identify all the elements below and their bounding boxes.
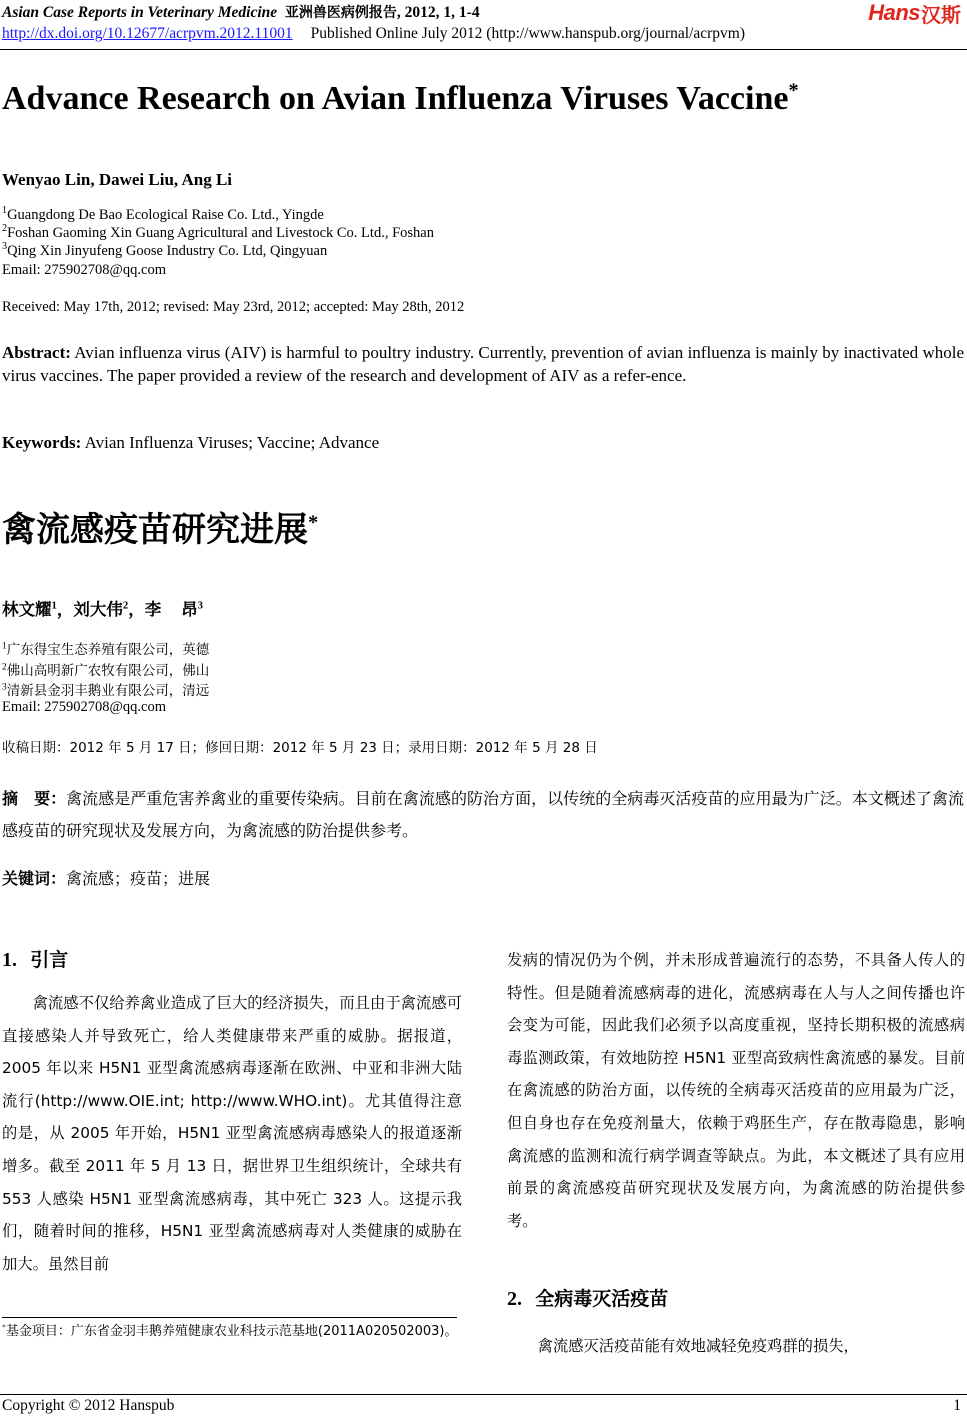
copyright: Copyright © 2012 Hanspub (2, 1397, 175, 1414)
keywords-en-text: Avian Influenza Viruses; Vaccine; Advance (84, 433, 380, 452)
footnote-mark: * (2, 1322, 6, 1332)
section-1-title: 引言 (30, 949, 69, 971)
abstract-en-text: Avian influenza virus (AIV) is harmful to poultry industry. Currently, prevention of avian influenza is mainly by inactivated whole virus vaccines. The paper provided a review of the research and development of AIV as a refer-ence. (2, 343, 965, 385)
title-cn-footnote-mark: * (308, 511, 319, 534)
section-2-title: 全病毒灭活疫苗 (535, 1288, 669, 1310)
footnote-text: 基金项目：广东省金羽丰鹅养殖健康农业科技示范基地(2011A020502003)。 (5, 1324, 458, 1339)
aff-num: 2 (2, 662, 7, 673)
published-online: Published Online July 2012 (http://www.hanspub.org/journal/acrpvm) (310, 25, 746, 42)
abstract-cn-label: 摘 要： (2, 789, 67, 808)
funding-footnote (2, 1321, 462, 1343)
section-1-number: 1. (2, 949, 17, 971)
keywords-cn-label: 关键词： (2, 869, 67, 888)
aff-text: 佛山高明新广农牧有限公司，佛山 (6, 663, 210, 679)
abstract-cn (2, 783, 964, 847)
abstract-en-label: Abstract: (2, 343, 71, 362)
journal-volume: , 2012, 1, 1-4 (396, 4, 480, 21)
author-cn-name: 林文耀 (2, 600, 52, 619)
affiliation-en-2 (2, 225, 434, 242)
author-cn-num: 2 (122, 599, 129, 612)
keywords-cn-text: 禽流感；疫苗；进展 (66, 869, 211, 888)
author-cn-sep: ， (128, 600, 145, 619)
dates-en: Received: May 17th, 2012; revised: May 23rd, 2012; accepted: May 28th, 2012 (2, 299, 465, 315)
author-cn-sep: ， (56, 600, 74, 619)
email-cn: Email: 275902708@qq.com (2, 699, 166, 715)
affiliation-en-1 (2, 207, 324, 224)
dates-cn: 收稿日期：2012 年 5 月 17 日；修回日期：2012 年 5 月 23 日；录用日期：2012 年 5 月 28 日 (2, 740, 598, 756)
author-cn-num: 3 (197, 599, 203, 612)
aff-num: 3 (2, 241, 8, 253)
aff-text: Qing Xin Jinyufeng Goose Industry Co. Ltd, Qingyuan (7, 243, 328, 259)
title-cn-text: 禽流感疫苗研究进展 (2, 510, 308, 550)
abstract-en (2, 341, 964, 387)
doi-link[interactable]: http://dx.doi.org/10.12677/acrpvm.2012.11001 (2, 25, 293, 42)
keywords-en (2, 433, 379, 453)
page-number: 1 (953, 1397, 961, 1414)
aff-text: 广东得宝生态养殖有限公司，英德 (6, 642, 210, 658)
aff-num: 2 (2, 223, 8, 235)
section-2-paragraph: 禽流感灭活疫苗能有效地减轻免疫鸡群的损失， (537, 1337, 859, 1355)
footer-rule (0, 1394, 967, 1395)
authors-cn (2, 596, 203, 620)
affiliation-en-3 (2, 243, 327, 260)
author-cn-num: 1 (51, 599, 57, 612)
section-2-number: 2. (507, 1288, 522, 1310)
authors-en: Wenyao Lin, Dawei Liu, Ang Li (2, 170, 233, 189)
logo-hanzi-text: 汉斯 (921, 2, 961, 27)
author-cn-name: 李 昂 (144, 600, 198, 619)
footnote-rule (2, 1317, 457, 1318)
title-en-text: Advance Research on Avian Influenza Viruses Vaccine (2, 80, 789, 117)
header-rule (0, 49, 967, 50)
journal-name-cn: 亚洲兽医病例报告 (284, 5, 397, 21)
aff-text: 清新县金羽丰鹅业有限公司，清远 (6, 683, 210, 699)
keywords-cn (2, 866, 210, 889)
abstract-cn-text: 禽流感是严重危害养禽业的重要传染病。目前在禽流感的防治方面，以传统的全病毒灭活疫苗的应用最为广泛。本文概述了禽流感疫苗的研究现状及发展方向，为禽流感的防治提供参考。 (2, 789, 964, 840)
aff-text: Guangdong De Bao Ecological Raise Co. Ltd., Yingde (7, 207, 324, 223)
aff-num: 1 (2, 205, 8, 217)
doi-line (2, 25, 745, 43)
aff-num: 3 (2, 682, 7, 693)
aff-num: 1 (2, 641, 7, 652)
journal-citation (2, 2, 480, 22)
affiliation-cn-1 (2, 638, 209, 658)
affiliation-cn-3 (2, 679, 209, 699)
aff-text: Foshan Gaoming Xin Guang Agricultural and Livestock Co. Ltd., Foshan (7, 225, 434, 241)
title-en-footnote-mark: * (788, 79, 799, 102)
section-1-paragraph: 禽流感不仅给养禽业造成了巨大的经济损失，而且由于禽流感可直接感染人并导致死亡，给人类健康带来严重的威胁。据报道，2005 年以来 H5N1 亚型禽流感病毒逐渐在欧洲、中亚和非洲大陆流行(http://www.OIE.int; http://www.WHO.int)。尤其值得注意的是，从 2005 年开始，H5N1 亚型禽流感病毒感染人的报道逐渐增多。截至 2011 年 5 月 13 日，据世界卫生组织统计，全球共有 553 人感染 H5N1 亚型禽流感病毒，其中死亡 323 人。这提示我们，随着时间的推移，H5N1 亚型禽流感病毒对人类健康的威胁在加大。虽然目前 (2, 994, 462, 1273)
paper-title-en (2, 80, 799, 118)
section-1-paragraph-continued: 发病的情况仍为个例，并未形成普遍流行的态势，不具备人传人的特性。但是随着流感病毒的进化，流感病毒在人与人之间传播也许会变为可能，因此我们必须予以高度重视，坚持长期积极的流感病毒监测政策，有效地防控 H5N1 亚型高致病性禽流感的暴发。目前在禽流感的防治方面，以传统的全病毒灭活疫苗的应用最为广泛，但自身也存在免疫剂量大，依赖于鸡胚生产，存在散毒隐患，影响禽流感的监测和流行病学调查等缺点。为此，本文概述了具有应用前景的禽流感疫苗研究现状及发展方向，为禽流感的防治提供参考。 (507, 951, 965, 1230)
paper-title-cn (2, 502, 318, 551)
journal-name-en: Asian Case Reports in Veterinary Medicine (2, 4, 278, 21)
logo-hans-text: Hans (868, 0, 920, 25)
section-1-heading (2, 945, 68, 972)
email-en: Email: 275902708@qq.com (2, 262, 166, 278)
section-2-heading (507, 1284, 668, 1311)
keywords-en-label: Keywords: (2, 433, 82, 452)
hanspub-logo[interactable] (868, 0, 961, 26)
affiliation-cn-2 (2, 659, 209, 679)
author-cn-name: 刘大伟 (73, 600, 123, 619)
